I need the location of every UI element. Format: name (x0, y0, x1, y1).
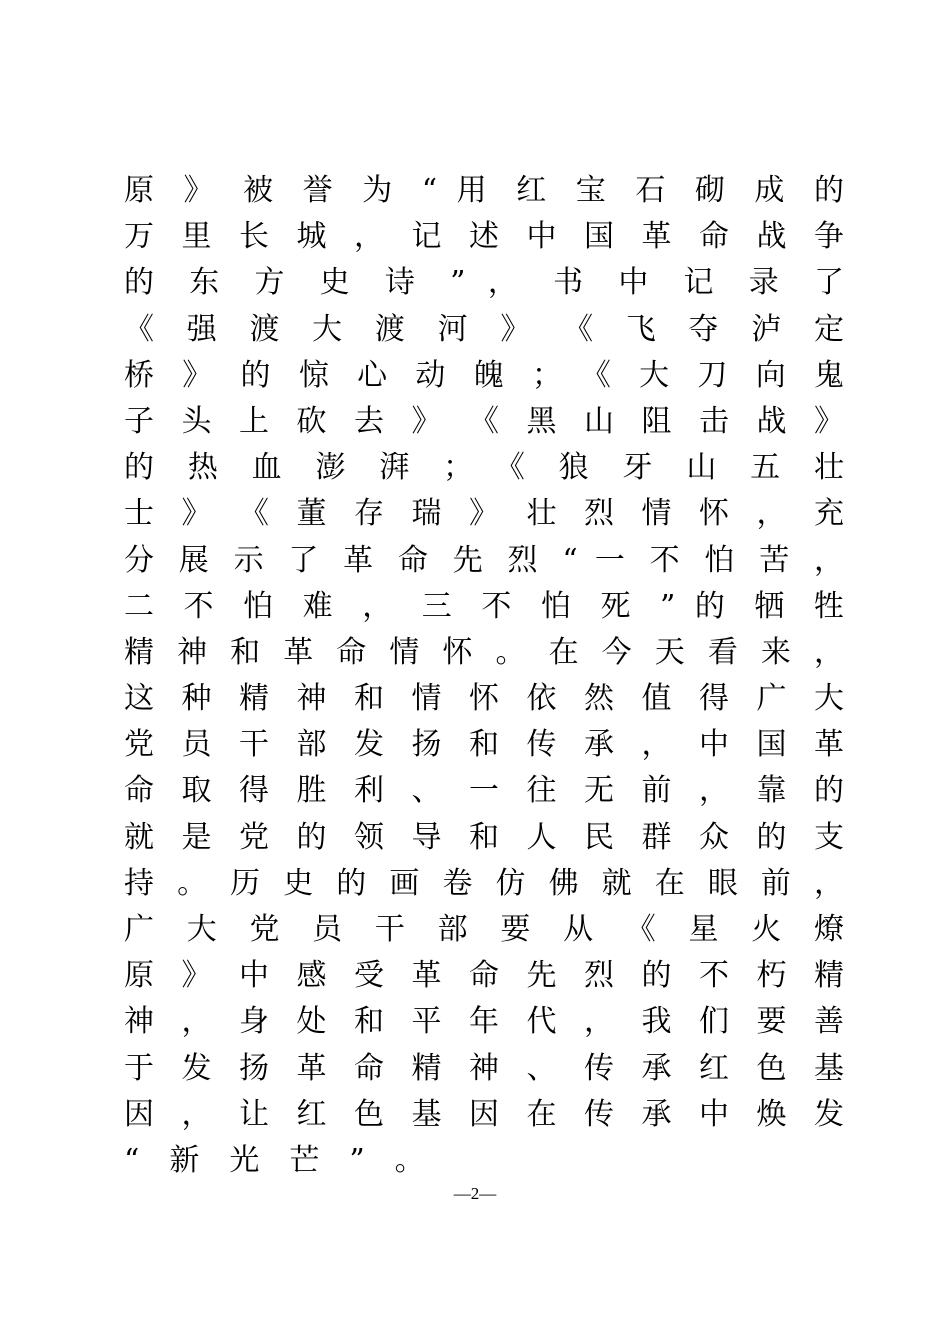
text-line: 万 里 长 城 ， 记 述 中 国 革 命 战 争 (124, 219, 844, 255)
text-line: 神 ， 身 处 和 平 年 代 ， 我 们 要 善 (124, 1004, 844, 1040)
text-line: 分 展 示 了 革 命 先 烈 “ 一 不 怕 苦 ， (124, 542, 844, 578)
text-line: 的 东 方 史 诗 ” ， 书 中 记 录 了 (124, 265, 844, 301)
text-line: 广 大 党 员 干 部 要 从 《 星 火 燎 (124, 912, 844, 947)
text-line: 于 发 扬 革 命 精 神 、 传 承 红 色 基 (124, 1050, 844, 1086)
text-line: 士 》 《 董 存 瑞 》 壮 烈 情 怀 ， 充 (124, 496, 844, 532)
text-line: 的 热 血 澎 湃 ； 《 狼 牙 山 五 壮 (124, 450, 844, 486)
text-line: 精 神 和 革 命 情 怀 。 在 今 天 看 来 ， (124, 634, 844, 670)
text-line: 原 》 中 感 受 革 命 先 烈 的 不 朽 精 (124, 958, 844, 994)
text-line: 原 》 被 誉 为 “ 用 红 宝 石 砌 成 的 (124, 173, 844, 208)
text-line: 就 是 党 的 领 导 和 人 民 群 众 的 支 (124, 819, 844, 855)
text-line: 这 种 精 神 和 情 怀 依 然 值 得 广 大 (124, 681, 844, 717)
page-number: —2— (453, 1184, 497, 1203)
text-line: 《 强 渡 大 渡 河 》 《 飞 夺 泸 定 (124, 311, 844, 347)
text-line: 二 不 怕 难 ， 三 不 怕 死 ” 的 牺 牲 (124, 588, 844, 624)
text-line: 因 ， 让 红 色 基 因 在 传 承 中 焕 发 (124, 1096, 844, 1132)
text-line: 命 取 得 胜 利 、 一 往 无 前 ， 靠 的 (124, 773, 844, 809)
text-line: 党 员 干 部 发 扬 和 传 承 ， 中 国 革 (124, 727, 844, 763)
text-line: 桥 》 的 惊 心 动 魄 ； 《 大 刀 向 鬼 (124, 357, 844, 393)
body-text (124, 168, 844, 1184)
text-line: 子 头 上 砍 去 》 《 黑 山 阻 击 战 》 (124, 403, 844, 439)
text-line-last: “新光芒”。 (124, 1142, 455, 1178)
text-line: 持 。 历 史 的 画 卷 仿 佛 就 在 眼 前 ， (124, 865, 844, 901)
